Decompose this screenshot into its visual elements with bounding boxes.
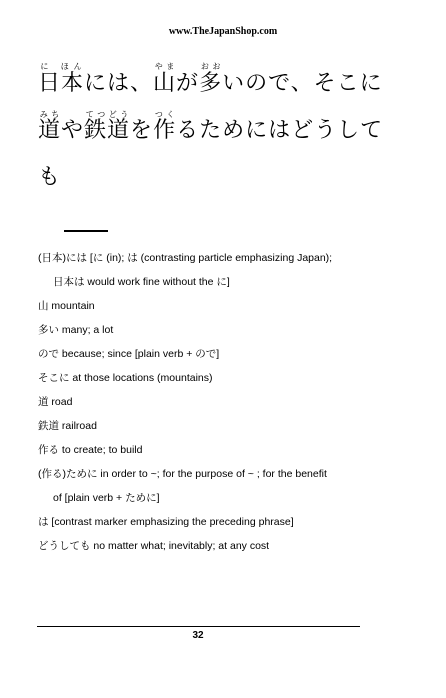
kanji-base: 道 bbox=[38, 118, 62, 143]
ruby-word bbox=[199, 62, 223, 96]
kanji-base: 日本 bbox=[38, 71, 85, 96]
footer-divider bbox=[37, 626, 360, 627]
vocab-entry: どうしても no matter what; inevitably; at any cost bbox=[38, 540, 270, 552]
furigana: やま bbox=[153, 62, 177, 71]
kanji-base: 作 bbox=[153, 118, 177, 143]
vocab-entry: 道 road bbox=[38, 396, 73, 408]
vocab-entry: 多い many; a lot bbox=[38, 324, 114, 336]
vocab-entry: 鉄道 railroad bbox=[38, 420, 97, 432]
ruby-word bbox=[153, 110, 177, 143]
kana-text: いので、そこに bbox=[222, 71, 383, 96]
sentence-line-1 bbox=[38, 62, 383, 97]
kanji-base: 山 bbox=[153, 71, 177, 96]
page-number: 32 bbox=[192, 630, 204, 641]
kana-text: が bbox=[176, 71, 200, 96]
furigana: おお bbox=[199, 62, 223, 71]
sentence-line-3: も bbox=[38, 165, 62, 190]
ruby-word bbox=[38, 62, 85, 96]
vocab-entry: 日本は would work fine without the に] bbox=[53, 276, 230, 288]
furigana: つく bbox=[153, 110, 177, 119]
vocab-entry: 山 mountain bbox=[38, 300, 95, 312]
kana-text: には、 bbox=[84, 71, 154, 96]
vocab-entry: そこに at those locations (mountains) bbox=[38, 372, 213, 384]
section-divider bbox=[64, 230, 108, 232]
ruby-word bbox=[153, 62, 177, 96]
furigana: に ほん bbox=[38, 62, 84, 71]
kanji-base: 鉄道 bbox=[84, 118, 131, 143]
kana-text: を bbox=[130, 118, 154, 143]
vocab-entry: (作る)ために in order to ~; for the purpose of ~ ; for the benefit bbox=[38, 468, 327, 480]
site-header: www.TheJapanShop.com bbox=[168, 26, 278, 37]
vocab-entry: は [contrast marker emphasizing the preceding phrase] bbox=[38, 516, 294, 528]
vocab-entry: ので because; since [plain verb + ので] bbox=[38, 348, 220, 360]
vocab-entry: of [plain verb + ために] bbox=[53, 492, 160, 504]
ruby-word bbox=[84, 110, 131, 143]
kana-text: るためにはどうして bbox=[176, 118, 384, 143]
vocab-entry: (日本)には [に (in); は (contrasting particle emphasizing Japan); bbox=[38, 252, 333, 264]
kanji-base: 多 bbox=[199, 71, 223, 96]
sentence-line-2 bbox=[38, 110, 383, 144]
furigana: てつどう bbox=[84, 110, 131, 119]
furigana: みち bbox=[38, 110, 62, 119]
ruby-word bbox=[38, 110, 62, 143]
kana-text: や bbox=[61, 118, 85, 143]
vocab-entry: 作る to create; to build bbox=[38, 444, 143, 456]
